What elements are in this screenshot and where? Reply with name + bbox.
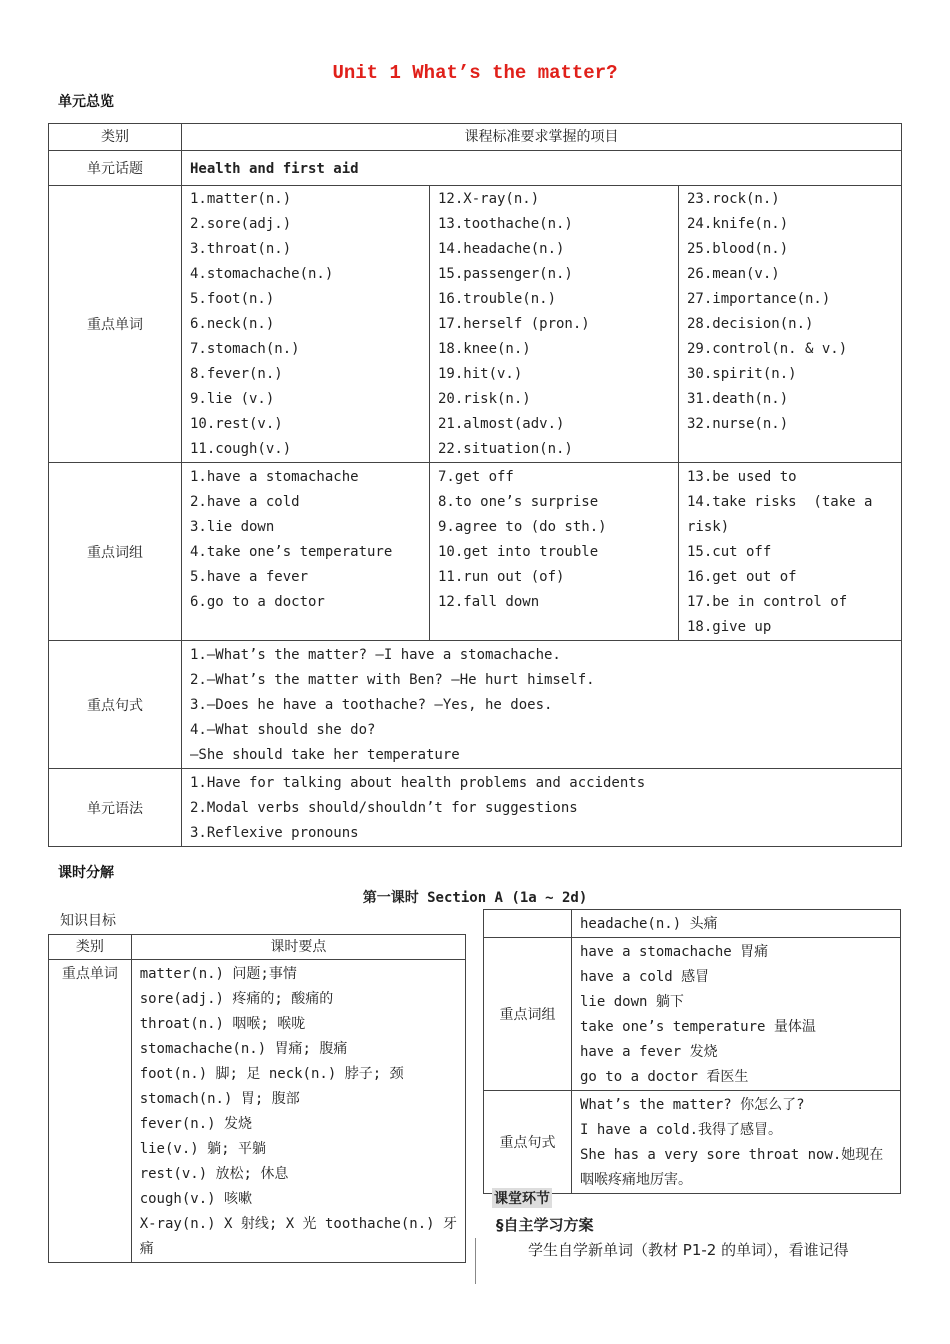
phrases-col-2 xyxy=(430,463,679,641)
list-line: I have a cold.我得了感冒。 xyxy=(580,1122,783,1138)
lesson-table xyxy=(48,934,466,1263)
sentences-label: 重点句式 xyxy=(49,641,182,769)
list-line: 9.lie (v.) xyxy=(190,391,275,407)
list-line: 痛 xyxy=(139,1241,154,1257)
list-line: 1.have a stomachache xyxy=(190,469,359,485)
list-line: 5.foot(n.) xyxy=(190,291,275,307)
list-line: 19.hit(v.) xyxy=(438,366,523,382)
list-line: have a stomachache 胃痛 xyxy=(580,944,769,960)
list-line: 14.headache(n.) xyxy=(438,241,565,257)
list-line: have a fever 发烧 xyxy=(580,1044,718,1060)
list-line: 22.situation(n.) xyxy=(438,441,573,457)
list-line: 4.stomachache(n.) xyxy=(190,266,334,282)
list-line: 2.—What’s the matter with Ben? —He hurt himself. xyxy=(190,672,595,688)
knowledge-goal: 知识目标 xyxy=(60,913,116,929)
self-study-text: 学生自学新单词（教材 P1-2 的单词），看谁记得 xyxy=(528,1241,849,1259)
grammar-list xyxy=(182,769,902,847)
list-line: lie down 躺下 xyxy=(580,994,684,1010)
list-line: 18.give up xyxy=(687,619,772,635)
col-items-header: 课程标准要求掌握的项目 xyxy=(182,124,902,151)
list-line: 3.—Does he have a toothache? —Yes, he does. xyxy=(190,697,553,713)
lesson-title: 第一课时 Section A (1a ~ 2d) xyxy=(362,890,588,906)
list-line: 4.—What should she do? xyxy=(190,722,376,738)
list-line: 9.agree to (do sth.) xyxy=(438,519,607,535)
list-line: 18.knee(n.) xyxy=(438,341,531,357)
words-col-1 xyxy=(182,186,430,463)
list-line: 12.X-ray(n.) xyxy=(438,191,540,207)
page-title: Unit 1 What’s the matter? xyxy=(332,62,618,84)
list-line: 7.stomach(n.) xyxy=(190,341,300,357)
list-line: throat(n.) 咽喉; 喉咙 xyxy=(139,1016,306,1032)
lesson-words-list xyxy=(131,960,465,1263)
list-line: 3.throat(n.) xyxy=(190,241,292,257)
list-line: 2.Modal verbs should/shouldn’t for suggestions xyxy=(190,800,578,816)
phrases-col-3 xyxy=(679,463,902,641)
list-line: have a cold 感冒 xyxy=(580,969,710,985)
classroom-heading: 课堂环节 xyxy=(492,1188,552,1208)
list-line: foot(n.) 脚; 足 neck(n.) 脖子; 颈 xyxy=(139,1066,404,1082)
words-col-2 xyxy=(430,186,679,463)
words-col-3 xyxy=(679,186,902,463)
grammar-label: 单元语法 xyxy=(49,769,182,847)
topic-label: 单元话题 xyxy=(49,151,182,186)
list-line: 20.risk(n.) xyxy=(438,391,531,407)
list-line: fever(n.) 发烧 xyxy=(139,1116,252,1132)
list-line: 21.almost(adv.) xyxy=(438,416,565,432)
list-line: lie(v.) 躺; 平躺 xyxy=(139,1141,266,1157)
list-line: 17.be in control of xyxy=(687,594,848,610)
list-line: 27.importance(n.) xyxy=(687,291,831,307)
list-line: 6.go to a doctor xyxy=(190,594,325,610)
list-line: 30.spirit(n.) xyxy=(687,366,797,382)
right-sentences-label: 重点句式 xyxy=(484,1091,572,1194)
list-line: risk) xyxy=(687,519,730,535)
list-line: 17.herself (pron.) xyxy=(438,316,590,332)
list-line: 2.sore(adj.) xyxy=(190,216,292,232)
lesson-col-points: 课时要点 xyxy=(131,935,465,960)
list-line: 24.knife(n.) xyxy=(687,216,789,232)
column-divider xyxy=(475,1238,476,1284)
list-line: 29.control(n. & v.) xyxy=(687,341,848,357)
list-line: cough(v.) 咳嗽 xyxy=(139,1191,252,1207)
list-line: 11.run out (of) xyxy=(438,569,565,585)
overview-heading: 单元总览 xyxy=(58,94,114,110)
words-label: 重点单词 xyxy=(49,186,182,463)
list-line: 23.rock(n.) xyxy=(687,191,780,207)
list-line: 6.neck(n.) xyxy=(190,316,275,332)
list-line: 26.mean(v.) xyxy=(687,266,780,282)
list-line: 7.get off xyxy=(438,469,514,485)
lesson-heading: 课时分解 xyxy=(58,865,114,881)
list-line: 1.matter(n.) xyxy=(190,191,292,207)
list-line: rest(v.) 放松; 休息 xyxy=(139,1166,289,1182)
list-line: 25.blood(n.) xyxy=(687,241,789,257)
list-line: —She should take her temperature xyxy=(190,747,460,763)
list-line: stomach(n.) 胃; 腹部 xyxy=(139,1091,300,1107)
list-line: matter(n.) 问题;事情 xyxy=(139,966,297,982)
list-line: 12.fall down xyxy=(438,594,540,610)
list-line: 28.decision(n.) xyxy=(687,316,814,332)
phrases-label: 重点词组 xyxy=(49,463,182,641)
list-line: 5.have a fever xyxy=(190,569,309,585)
list-line: sore(adj.) 疼痛的; 酸痛的 xyxy=(139,991,334,1007)
list-line: What’s the matter? 你怎么了? xyxy=(580,1097,805,1113)
list-line: 1.—What’s the matter? —I have a stomachache. xyxy=(190,647,561,663)
topic-value: Health and first aid xyxy=(182,151,902,186)
list-line: 咽喉疼痛地厉害。 xyxy=(580,1172,692,1188)
list-line: 8.fever(n.) xyxy=(190,366,283,382)
list-line: 15.passenger(n.) xyxy=(438,266,573,282)
list-line: 10.rest(v.) xyxy=(190,416,283,432)
list-line: 3.lie down xyxy=(190,519,275,535)
list-line: She has a very sore throat now.她现在 xyxy=(580,1147,884,1163)
list-line: stomachache(n.) 胃痛; 腹痛 xyxy=(139,1041,348,1057)
col-category-header: 类别 xyxy=(49,124,182,151)
self-study-heading: §自主学习方案 xyxy=(496,1216,594,1234)
list-line: 10.get into trouble xyxy=(438,544,599,560)
list-line: go to a doctor 看医生 xyxy=(580,1069,749,1085)
right-phrases-list xyxy=(572,938,901,1091)
list-line: take one’s temperature 量体温 xyxy=(580,1019,816,1035)
list-line: 16.trouble(n.) xyxy=(438,291,557,307)
list-line: 2.have a cold xyxy=(190,494,300,510)
list-line: 1.Have for talking about health problems and accidents xyxy=(190,775,646,791)
list-line: 32.nurse(n.) xyxy=(687,416,789,432)
list-line: 31.death(n.) xyxy=(687,391,789,407)
right-phrases-label: 重点词组 xyxy=(484,938,572,1091)
list-line: 13.be used to xyxy=(687,469,797,485)
list-line: 14.take risks (take a xyxy=(687,494,873,510)
right-table xyxy=(483,909,901,1194)
sentences-list xyxy=(182,641,902,769)
list-line: X-ray(n.) X 射线; X 光 toothache(n.) 牙 xyxy=(139,1216,457,1232)
lesson-col-category: 类别 xyxy=(49,935,132,960)
overview-table xyxy=(48,123,902,847)
list-line: 11.cough(v.) xyxy=(190,441,292,457)
list-line: 8.to one’s surprise xyxy=(438,494,599,510)
phrases-col-1 xyxy=(182,463,430,641)
list-line: 15.cut off xyxy=(687,544,772,560)
list-line: 4.take one’s temperature xyxy=(190,544,393,560)
right-sentences-list xyxy=(572,1091,901,1194)
headache-row: headache(n.) 头痛 xyxy=(572,910,901,938)
lesson-words-label: 重点单词 xyxy=(49,960,132,1263)
list-line: 3.Reflexive pronouns xyxy=(190,825,359,841)
list-line: 13.toothache(n.) xyxy=(438,216,573,232)
list-line: 16.get out of xyxy=(687,569,797,585)
